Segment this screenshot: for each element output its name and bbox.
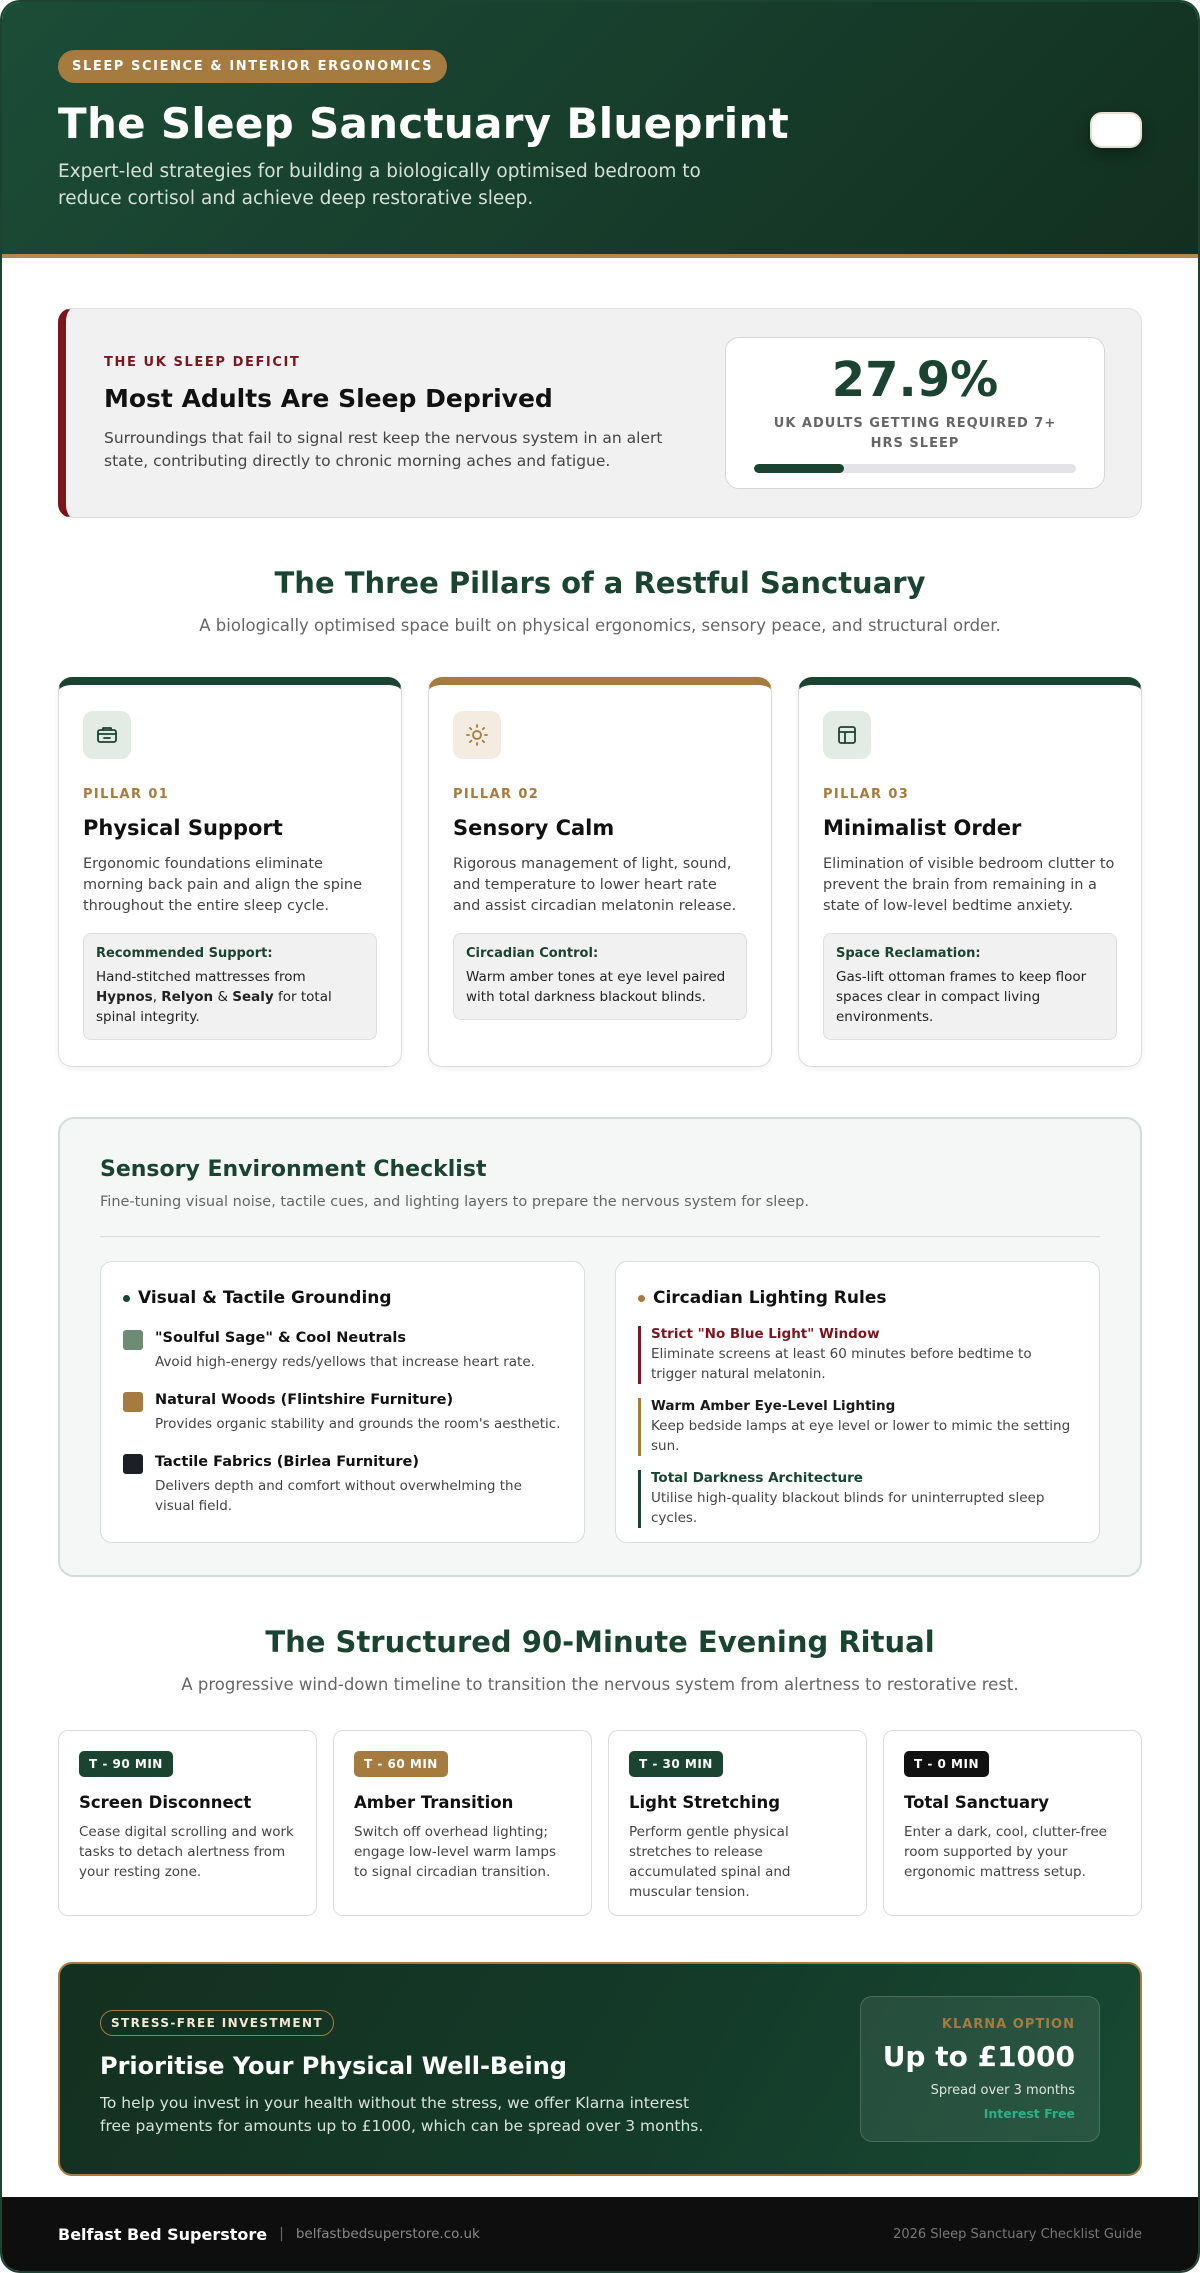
item-title: "Soulful Sage" & Cool Neutrals xyxy=(155,1330,406,1346)
ritual-step xyxy=(58,1730,317,1916)
checklist-title: Sensory Environment Checklist xyxy=(100,1157,487,1182)
step-desc: Switch off overhead lighting; engage low-level warm lamps to signal circadian transition. xyxy=(354,1824,557,1880)
klarna-term: Spread over 3 months xyxy=(930,2083,1075,2098)
pillar-description: Ergonomic foundations eliminate morning back pain and align the spine throughout the entire sleep cycle. xyxy=(83,856,363,914)
item-desc: Delivers depth and comfort without overwhelming the visual field. xyxy=(155,1478,522,1514)
item-desc: Avoid high-energy reds/yellows that increase heart rate. xyxy=(155,1354,535,1370)
step-desc: Perform gentle physical stretches to release accumulated spinal and muscular tension. xyxy=(629,1824,791,1900)
pillar-number: PILLAR 01 xyxy=(83,787,170,802)
rule-title: Strict "No Blue Light" Window xyxy=(651,1326,880,1342)
visual-tactile-column xyxy=(100,1261,585,1543)
pillar-box-body: Gas-lift ottoman frames to keep floor spaces clear in compact living environments. xyxy=(836,969,1087,1025)
divider xyxy=(100,1236,1100,1237)
brand-sealy: Sealy xyxy=(232,989,274,1005)
pillar-card-physical-support xyxy=(58,677,402,1067)
stat-value: 27.9% xyxy=(831,352,999,408)
sun-icon xyxy=(453,711,501,759)
footer-separator: | xyxy=(279,2226,284,2242)
step-desc: Cease digital scrolling and work tasks to detach alertness from your resting zone. xyxy=(79,1824,294,1880)
rule-desc: Keep bedside lamps at eye level or lower to mimic the setting sun. xyxy=(651,1418,1071,1454)
pillar-description: Rigorous management of light, sound, and temperature to lower heart rate and assist circadian melatonin release. xyxy=(453,856,737,914)
step-title: Total Sanctuary xyxy=(904,1793,1050,1812)
stat-card xyxy=(725,337,1105,489)
cta-badge: STRESS-FREE INVESTMENT xyxy=(100,2010,334,2036)
item-title: Natural Woods (Flintshire Furniture) xyxy=(155,1392,454,1408)
color-swatch xyxy=(123,1392,143,1412)
footer xyxy=(2,2197,1198,2271)
pillar-card-sensory-calm xyxy=(428,677,772,1067)
checklist-item xyxy=(123,1330,562,1372)
pillars-subtitle: A biologically optimised space built on physical ergonomics, sensory peace, and structural order. xyxy=(199,616,1001,635)
pillar-box-title: Space Reclamation: xyxy=(836,946,981,961)
ritual-step xyxy=(608,1730,867,1916)
theme-toggle-button[interactable] xyxy=(1090,112,1142,148)
pillar-number: PILLAR 02 xyxy=(453,787,540,802)
lighting-rule xyxy=(638,1398,1077,1456)
hero-badge: SLEEP SCIENCE & INTERIOR ERGONOMICS xyxy=(58,50,447,83)
column-heading: Circadian Lighting Rules xyxy=(653,1288,887,1308)
deficit-title: Most Adults Are Sleep Deprived xyxy=(104,384,553,413)
stat-label: UK ADULTS GETTING REQUIRED 7+ HRS SLEEP xyxy=(773,416,1057,451)
color-swatch xyxy=(123,1330,143,1350)
brand-relyon: Relyon xyxy=(161,989,214,1005)
footer-url-link[interactable]: belfastbedsuperstore.co.uk xyxy=(295,2226,480,2242)
time-badge: T - 0 MIN xyxy=(904,1751,989,1777)
time-badge: T - 30 MIN xyxy=(629,1751,723,1777)
pillar-description: Elimination of visible bedroom clutter to prevent the brain from remaining in a state of low-level bedtime anxiety. xyxy=(823,856,1115,914)
stat-progress-bar xyxy=(754,464,1076,473)
klarna-card xyxy=(860,1996,1100,2142)
ritual-title: The Structured 90-Minute Evening Ritual xyxy=(265,1625,935,1659)
hero-subtitle: Expert-led strategies for building a biologically optimised bedroom to reduce cortisol and achieve deep restorative sleep. xyxy=(58,161,701,209)
circadian-lighting-column xyxy=(615,1261,1100,1543)
pillar-recommendation-box xyxy=(453,933,747,1020)
bed-icon xyxy=(83,711,131,759)
pillar-card-minimalist-order xyxy=(798,677,1142,1067)
stat-progress-fill xyxy=(754,464,844,473)
pillars-section xyxy=(2,566,1198,1067)
item-desc: Provides organic stability and grounds the room's aesthetic. xyxy=(155,1416,561,1432)
item-title: Tactile Fabrics (Birlea Furniture) xyxy=(155,1454,420,1470)
klarna-note: Interest Free xyxy=(983,2106,1075,2121)
rule-desc: Utilise high-quality blackout blinds for uninterrupted sleep cycles. xyxy=(651,1490,1045,1526)
layout-icon xyxy=(823,711,871,759)
pillar-title: Sensory Calm xyxy=(453,816,615,840)
deficit-body: Surroundings that fail to signal rest keep the nervous system in an alert state, contributing directly to chronic morning aches and fatigue. xyxy=(104,429,663,470)
pillar-box-title: Circadian Control: xyxy=(466,946,599,961)
time-badge: T - 60 MIN xyxy=(354,1751,448,1777)
klarna-label: KLARNA OPTION xyxy=(941,2017,1075,2032)
ritual-step xyxy=(333,1730,592,1916)
sensory-checklist xyxy=(58,1117,1142,1577)
klarna-amount: Up to £1000 xyxy=(882,2040,1075,2073)
hero-header xyxy=(2,2,1198,258)
pillar-number: PILLAR 03 xyxy=(823,787,910,802)
lighting-rule xyxy=(638,1470,1077,1528)
pillar-box-body: Hand-stitched mattresses from Hypnos, Relyon & Sealy for total spinal integrity. xyxy=(96,969,332,1025)
sleep-deficit-card xyxy=(58,308,1142,518)
cta-title: Prioritise Your Physical Well-Being xyxy=(100,2052,567,2080)
rule-title: Warm Amber Eye-Level Lighting xyxy=(651,1398,896,1414)
ritual-subtitle: A progressive wind-down timeline to transition the nervous system from alertness to restorative rest. xyxy=(181,1675,1019,1694)
lighting-rule xyxy=(638,1326,1077,1384)
footer-caption: 2026 Sleep Sanctuary Checklist Guide xyxy=(893,2226,1142,2242)
pillar-title: Minimalist Order xyxy=(823,816,1022,840)
brand-hypnos: Hypnos xyxy=(96,989,153,1005)
step-desc: Enter a dark, cool, clutter-free room supported by your ergonomic mattress setup. xyxy=(904,1824,1107,1880)
pillar-box-body: Warm amber tones at eye level paired with total darkness blackout blinds. xyxy=(466,969,726,1005)
investment-cta xyxy=(58,1962,1142,2176)
rule-title: Total Darkness Architecture xyxy=(651,1470,863,1486)
ritual-step xyxy=(883,1730,1142,1916)
pillar-recommendation-box xyxy=(823,933,1117,1040)
bullet-dot-icon xyxy=(123,1295,130,1302)
step-title: Screen Disconnect xyxy=(79,1793,252,1812)
cta-body: To help you invest in your health without the stress, we offer Klarna interest free payments for amounts up to £1000, which can be spread over 3 months. xyxy=(100,2094,704,2135)
pillar-title: Physical Support xyxy=(83,816,283,840)
rule-desc: Eliminate screens at least 60 minutes before bedtime to trigger natural melatonin. xyxy=(651,1346,1032,1382)
checklist-item xyxy=(123,1454,562,1516)
pillars-title: The Three Pillars of a Restful Sanctuary xyxy=(274,566,926,600)
color-swatch xyxy=(123,1454,143,1474)
evening-ritual-section xyxy=(2,1625,1198,1916)
checklist-item xyxy=(123,1392,562,1434)
checklist-subtitle: Fine-tuning visual noise, tactile cues, and lighting layers to prepare the nervous system for sleep. xyxy=(100,1194,809,1210)
deficit-eyebrow: THE UK SLEEP DEFICIT xyxy=(104,355,301,370)
step-title: Light Stretching xyxy=(629,1793,781,1812)
bullet-dot-icon xyxy=(638,1295,645,1302)
column-heading: Visual & Tactile Grounding xyxy=(138,1288,392,1308)
pillar-box-title: Recommended Support: xyxy=(96,946,273,961)
page-title: The Sleep Sanctuary Blueprint xyxy=(58,99,790,148)
step-title: Amber Transition xyxy=(354,1793,514,1812)
pillar-recommendation-box xyxy=(83,933,377,1040)
footer-brand: Belfast Bed Superstore xyxy=(58,2224,268,2244)
time-badge: T - 90 MIN xyxy=(79,1751,173,1777)
